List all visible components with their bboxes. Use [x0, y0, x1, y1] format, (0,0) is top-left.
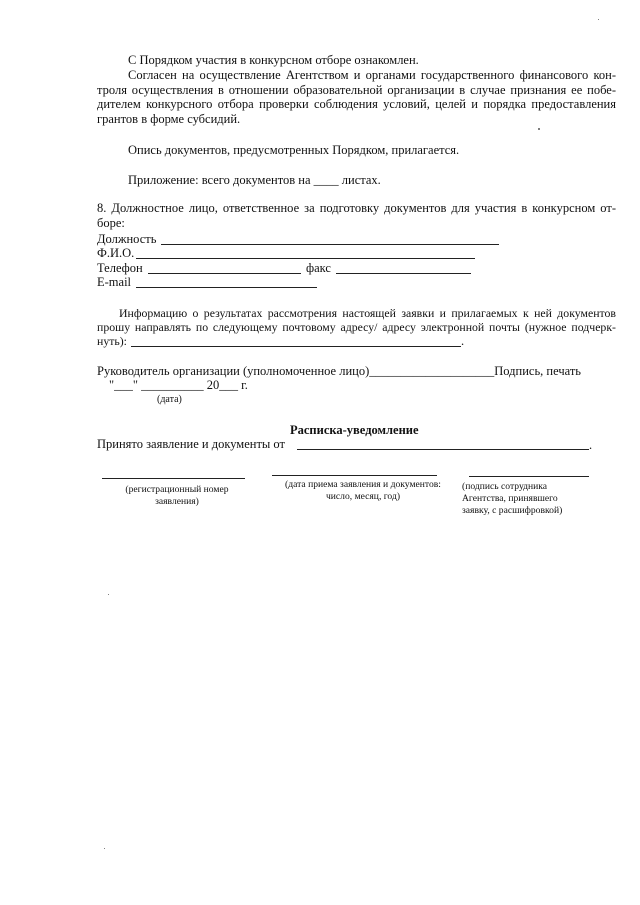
receipt-from-field-line[interactable] — [297, 449, 589, 450]
registration-caption-line-2: заявления) — [155, 496, 199, 507]
registration-number-caption — [102, 484, 252, 508]
head-label-line — [97, 364, 581, 379]
info-paragraph — [97, 306, 616, 348]
appendix-suffix: листах. — [341, 173, 381, 187]
phone-field-line[interactable] — [148, 273, 301, 274]
receipt-accepted-label: Принято заявление и документы от — [97, 437, 285, 451]
receipt-end-dot: . — [589, 438, 593, 452]
receipt-date-caption-line-1: (дата приема заявления и документов: — [285, 479, 441, 490]
consent-line-1: С Порядком участия в конкурсном отборе ознакомлен. — [128, 53, 419, 67]
scan-speck — [538, 128, 540, 130]
address-field-line[interactable] — [131, 346, 461, 347]
fio-label: Ф.И.О. — [97, 246, 135, 260]
date-caption: (дата) — [157, 394, 182, 405]
consent-para-line-4: грантов в форме субсидий. — [97, 111, 241, 126]
fio-field-line[interactable] — [136, 258, 475, 259]
appendix-blank: ____ — [313, 173, 339, 187]
head-signature-blank[interactable]: ____________________ — [369, 364, 495, 378]
info-line-3: нуть): — [97, 334, 127, 348]
staff-caption-line-3: заявку, с расшифровкой) — [462, 505, 563, 516]
appendix-line — [128, 173, 381, 188]
scan-speck — [108, 594, 109, 595]
scan-speck — [598, 19, 599, 20]
appendix-prefix: Приложение: всего документов на — [128, 173, 311, 187]
consent-para-line-1: Согласен на осуществление Агентством и органами государственного финансового кон- — [128, 68, 616, 82]
registration-number-line[interactable] — [102, 478, 245, 479]
fax-label: факс — [306, 261, 331, 275]
receipt-title: Расписка-уведомление — [290, 423, 419, 437]
info-end-dot: . — [461, 334, 465, 348]
staff-signature-caption — [462, 481, 592, 517]
receipt-date-line[interactable] — [272, 475, 437, 476]
receipt-date-caption — [268, 479, 458, 503]
registration-caption-line-1: (регистрационный номер — [125, 484, 229, 495]
info-line-2: прошу направлять по следующему почтовому адресу/ адресу электронной почты (нужное подчерк- — [97, 320, 616, 334]
consent-paragraph — [97, 68, 616, 126]
receipt-date-caption-line-2: число, месяц, год) — [325, 491, 401, 502]
position-label: Должность — [97, 232, 157, 246]
phone-label: Телефон — [97, 261, 143, 275]
info-line-1: Информацию о результатах рассмотрения настоящей заявки и прилагаемых к ней документов — [119, 306, 616, 320]
consent-para-line-2: троля осуществления в отношении образовательной организации в случае признания ее побе- — [97, 82, 616, 97]
head-label: Руководитель организации (уполномоченное лицо) — [97, 364, 370, 378]
scan-speck — [104, 848, 105, 849]
consent-para-line-3: дителем конкурсного отбора проверки соблюдения условий, целей и порядка предоставления — [97, 97, 616, 112]
staff-caption-line-2: Агентства, принявшего — [462, 493, 558, 504]
section8-line-1: 8. Должностное лицо, ответственное за подготовку документов для участия в конкурсном от- — [97, 201, 616, 215]
email-label: E-mail — [97, 275, 132, 289]
section8-line-2: боре: — [97, 215, 125, 230]
section8-heading — [97, 201, 616, 230]
position-field-line[interactable] — [161, 244, 499, 245]
inventory-text: Опись документов, предусмотренных Порядком, прилагается. — [128, 143, 460, 157]
staff-signature-line[interactable] — [469, 476, 589, 477]
email-field-line[interactable] — [136, 287, 317, 288]
head-sign-label: Подпись, печать — [494, 364, 582, 378]
staff-caption-line-1: (подпись сотрудника — [462, 481, 548, 492]
fax-field-line[interactable] — [336, 273, 471, 274]
date-line[interactable]: "___" __________ 20___ г. — [109, 378, 248, 392]
